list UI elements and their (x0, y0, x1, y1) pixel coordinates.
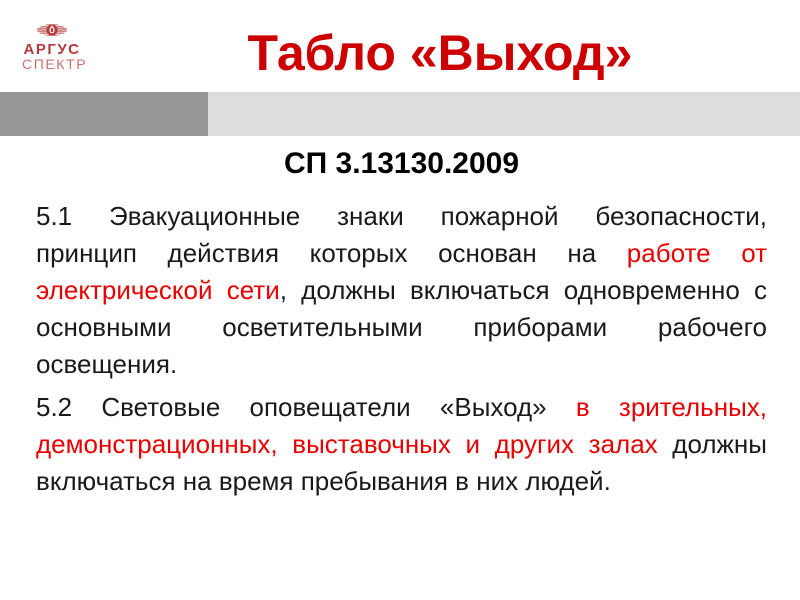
stripe-light-segment (208, 92, 800, 136)
text-line (36, 235, 767, 272)
divider-stripe (0, 92, 800, 136)
text-segment: 5.1 Эвакуационные знаки пожарной безопасности, (36, 201, 767, 231)
text-segment: должны (657, 429, 767, 459)
text-line (36, 272, 767, 309)
logo-brand-subname: СПЕКТР (22, 56, 88, 72)
text-line (36, 463, 767, 500)
text-line (36, 389, 767, 426)
logo-brand-name: АРГУС (23, 41, 81, 58)
highlight-segment: в зрительных, (575, 392, 767, 422)
slide-title: Табло «Выход» (247, 25, 633, 81)
document-reference-heading: СП 3.13130.2009 (283, 147, 520, 180)
text-segment: 5.2 Световые оповещатели «Выход» (36, 392, 576, 422)
highlight-segment: демонстрационных, выставочных и других залах (36, 429, 658, 459)
slide-body (36, 148, 767, 500)
highlight-segment: электрической сети (36, 275, 280, 305)
logo (22, 20, 88, 72)
paragraph-5-1 (36, 198, 767, 383)
text-line (36, 426, 767, 463)
text-line (36, 309, 767, 346)
text-segment: включаться на время пребывания в них людей. (36, 466, 611, 496)
stripe-dark-segment (0, 92, 208, 136)
text-segment: освещения. (36, 349, 178, 379)
text-line (36, 346, 767, 383)
paragraph-5-2 (36, 389, 767, 500)
eye-icon (35, 20, 69, 40)
text-segment: , должны включаться одновременно с (279, 275, 767, 305)
text-line (36, 198, 767, 235)
text-segment: принцип действия которых основан на (36, 238, 627, 268)
text-segment: основными осветительными приборами рабочего (36, 312, 767, 342)
highlight-segment: работе от (626, 238, 768, 268)
